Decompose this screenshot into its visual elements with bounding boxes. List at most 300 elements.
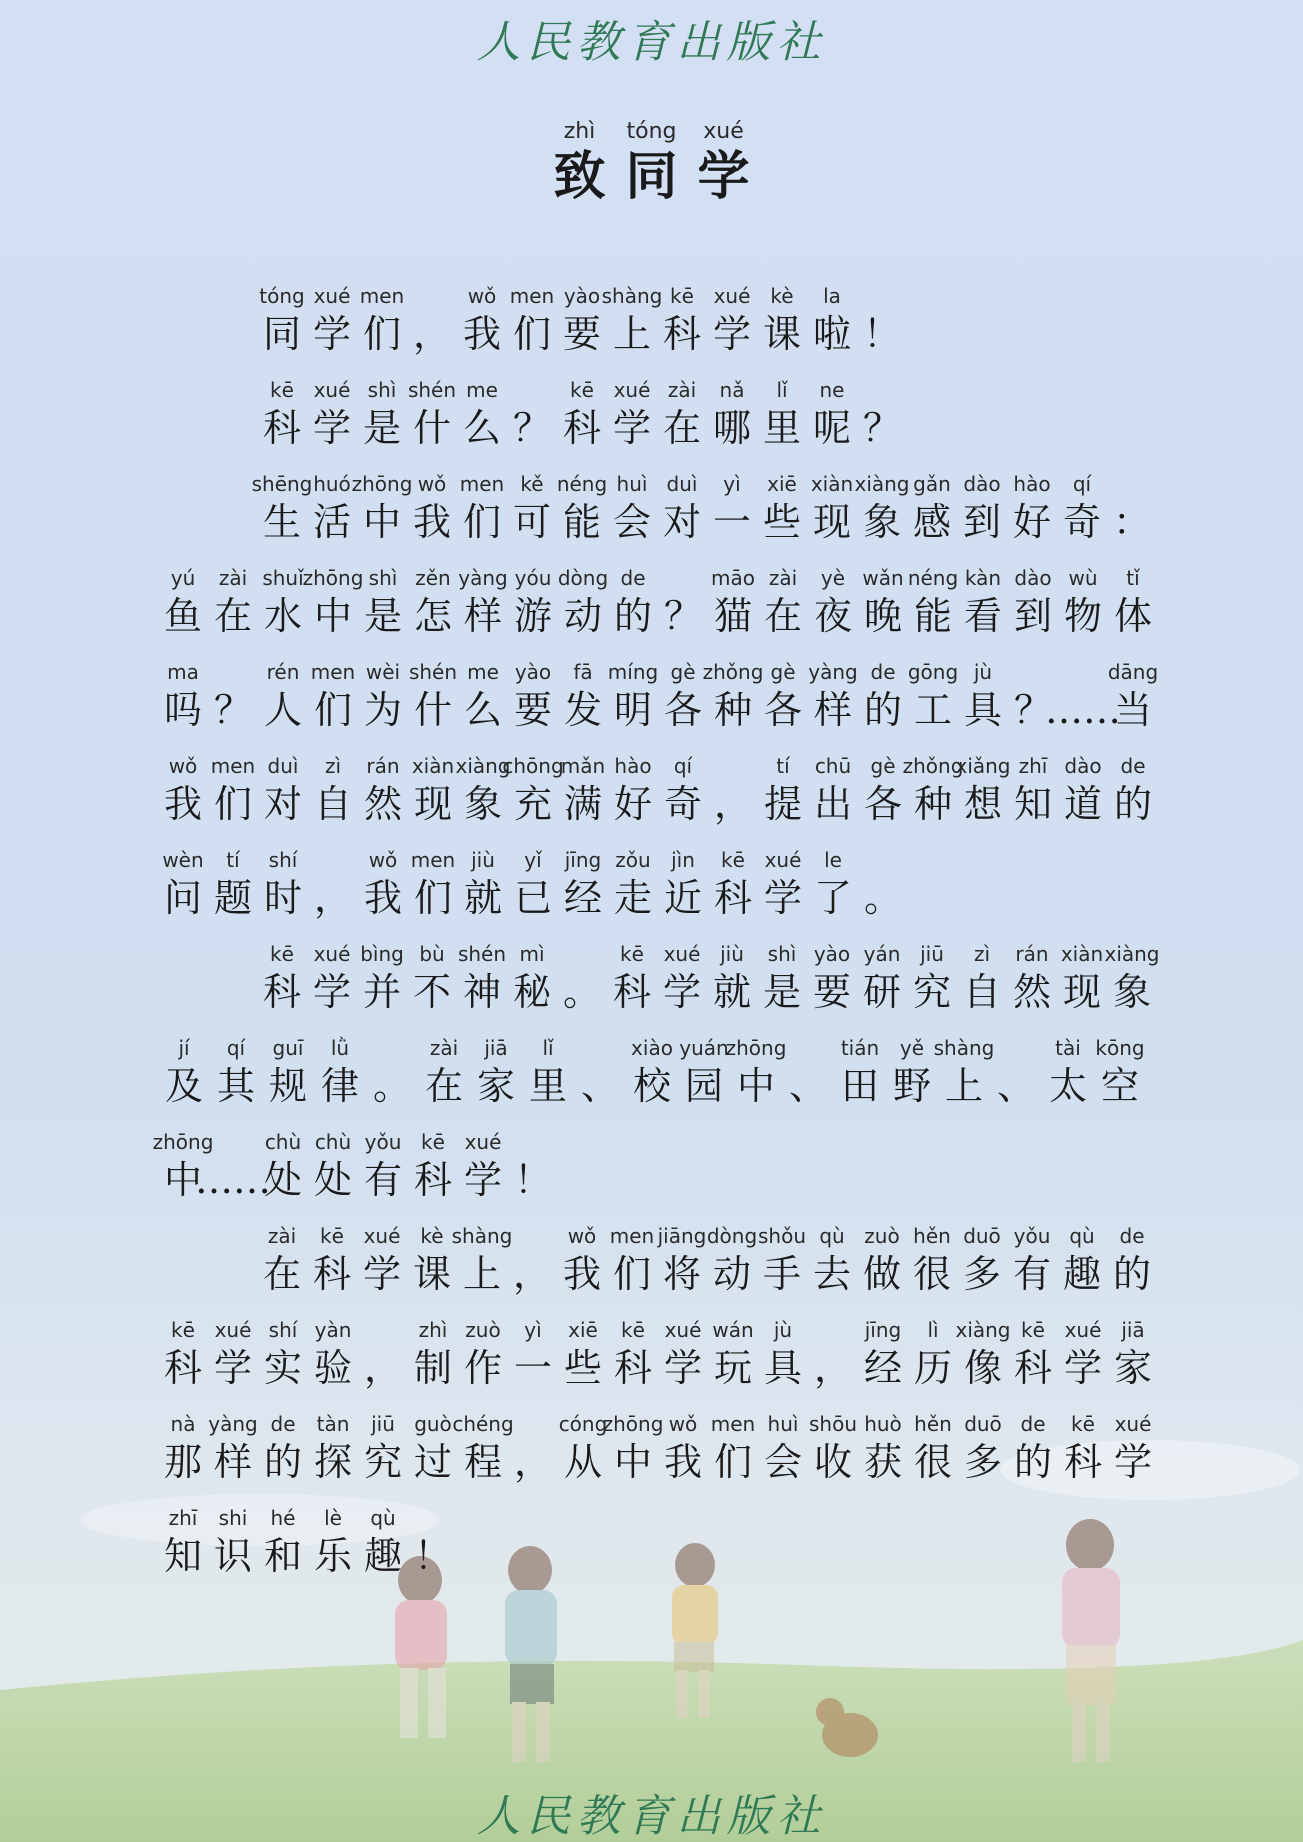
hanzi: 满 [563,782,602,826]
hanzi: 从 [563,1440,602,1484]
pinyin: zài [768,566,798,590]
pinyin: shì [368,566,398,590]
ruby-char [658,658,708,734]
ruby-char [558,658,608,734]
pinyin: zì [973,942,991,966]
hanzi: 致 [553,146,606,207]
pinyin: yàn [314,1318,352,1342]
hanzi: 一 [513,1346,552,1390]
ruby-char [358,564,408,640]
pinyin: zhī [168,1506,198,1530]
ruby-char [955,752,1011,828]
pinyin: xiàng [955,1318,1011,1342]
hanzi: 样 [463,594,502,638]
hanzi: 们 [713,1440,752,1484]
pinyin: shì [367,378,397,402]
ruby-char [502,752,564,828]
pinyin: ma [167,660,199,684]
pinyin: lè [324,1506,342,1530]
hanzi: 出 [813,782,852,826]
pinyin: dào [1064,754,1102,778]
text-line [158,658,1158,734]
hanzi: 上 [612,312,651,356]
hanzi: 科 [262,406,301,450]
hanzi: 提 [763,782,802,826]
hanzi: 们 [413,876,452,920]
ruby-char [658,564,708,640]
ruby-char [208,752,258,828]
hanzi: 近 [663,876,702,920]
hanzi: 自 [313,782,352,826]
ruby-char [358,752,408,828]
hanzi: 人 [263,688,302,732]
ruby-char [858,846,908,922]
pinyin: wèn [162,848,204,872]
hanzi: ！ [862,312,901,356]
ruby-char [314,1034,366,1110]
pinyin: kē [421,1130,445,1154]
hanzi: 体 [1113,594,1152,638]
pinyin: zhī [1018,754,1048,778]
ruby-char [208,658,258,734]
ruby-char [957,940,1007,1016]
hanzi: 会 [763,1440,802,1484]
ruby-char [758,1316,808,1392]
ruby-char [854,470,910,546]
hanzi: 们 [362,312,401,356]
ruby-char [308,658,358,734]
pinyin: xué [313,284,351,308]
ruby-char [507,376,557,452]
hanzi: 那 [163,1440,202,1484]
hanzi: 作 [463,1346,502,1390]
hanzi: 科 [1013,1346,1052,1390]
hanzi: 太 [1048,1064,1087,1108]
hanzi: 怎 [413,594,452,638]
pinyin: rén [266,660,300,684]
text-line [158,1316,1158,1392]
ruby-char [558,1316,608,1392]
pinyin: yào [563,284,601,308]
ruby-char [366,1034,418,1110]
hanzi: 经 [863,1346,902,1390]
ruby-char [408,1316,458,1392]
ruby-char [907,1222,957,1298]
pinyin: hěn [913,1224,951,1248]
hanzi: 。 [863,876,902,920]
hanzi: 的 [263,1440,302,1484]
pinyin: lì [927,1318,939,1342]
pinyin: xiǎng [955,754,1011,778]
hanzi: 学 [362,1252,401,1296]
pinyin: de [270,1412,296,1436]
hanzi: 中 [163,1158,202,1202]
ruby-char [407,282,457,358]
ruby-char [308,846,358,922]
ruby-char [857,940,907,1016]
ruby-char [557,376,607,452]
ruby-char [702,658,764,734]
hanzi: 知 [1013,782,1052,826]
pinyin: shi [218,1506,248,1530]
hanzi: 对 [263,782,302,826]
ruby-char [557,282,607,358]
ruby-char [257,1222,307,1298]
ruby-char [408,564,458,640]
ruby-char [251,470,313,546]
pinyin: xué [663,942,701,966]
pinyin: néng [556,472,608,496]
ruby-char [558,752,608,828]
hanzi: 学 [463,1158,502,1202]
pinyin: xué [613,378,651,402]
ruby-char [688,118,760,208]
text-line [158,752,1158,828]
pinyin: shàng [601,284,663,308]
pinyin: qí [226,1036,246,1060]
pinyin: kē [1071,1412,1095,1436]
pinyin: tí [776,754,790,778]
ruby-char [507,470,557,546]
pinyin: jiù [720,942,744,966]
hanzi: 收 [813,1440,852,1484]
hanzi: 一 [712,500,751,544]
ruby-char [908,564,958,640]
pinyin: zhǒng [902,754,964,778]
hanzi: 活 [312,500,351,544]
ruby-char [1007,940,1057,1016]
hanzi: 的 [1013,1440,1052,1484]
pinyin: shí [268,1318,298,1342]
pinyin: xiàn [810,472,854,496]
hanzi: 课 [762,312,801,356]
hanzi: 种 [713,688,752,732]
ruby-char [158,1316,208,1392]
hanzi: ， [313,876,352,920]
pinyin: qí [673,754,693,778]
ruby-char [1057,1222,1107,1298]
ruby-char [407,470,457,546]
pinyin: kàn [964,566,1002,590]
ruby-char [607,376,657,452]
ruby-char [757,282,807,358]
ruby-char [757,376,807,452]
pinyin: shén [408,660,458,684]
ruby-char [908,1316,958,1392]
ruby-char [808,1316,858,1392]
hanzi: 些 [563,1346,602,1390]
pinyin: zuò [864,1224,900,1248]
pinyin: xiē [568,1318,598,1342]
ruby-char [408,1128,458,1204]
pinyin: xué [363,1224,401,1248]
hanzi: 要 [562,312,601,356]
hanzi: 学 [213,1346,252,1390]
pinyin: hào [1013,472,1051,496]
pinyin: kē [1021,1318,1045,1342]
pinyin: mì [519,942,545,966]
pinyin: qù [819,1224,845,1248]
hanzi: 能 [913,594,952,638]
ruby-char [757,940,807,1016]
pinyin: xué [214,1318,252,1342]
ruby-char [262,1034,314,1110]
hanzi: 像 [963,1346,1002,1390]
hanzi: 象 [862,500,901,544]
ruby-char [657,1222,707,1298]
pinyin: dòng [706,1224,758,1248]
ruby-char [608,564,658,640]
hanzi: 究 [912,970,951,1014]
ruby-char [933,1034,995,1110]
pinyin: shì [767,942,797,966]
hanzi: ？ [512,406,551,450]
ruby-char [807,376,857,452]
pinyin: jù [973,660,993,684]
ruby-char [458,1128,508,1204]
pinyin: duō [964,1412,1002,1436]
ruby-char [358,1410,408,1486]
hanzi: 空 [1100,1064,1139,1108]
hanzi: ？ [213,688,252,732]
pinyin: zǒu [615,848,651,872]
hanzi: 学 [662,970,701,1014]
ruby-char [857,282,907,358]
ruby-char [455,752,511,828]
pinyin: shǒu [757,1224,806,1248]
pinyin: gè [670,660,696,684]
hanzi: 工 [913,688,952,732]
pinyin: shuǐ [262,566,304,590]
ruby-char [208,1316,258,1392]
ruby-char [707,940,757,1016]
hanzi: 是 [363,594,402,638]
hanzi: 在 [763,594,802,638]
ruby-char [1107,470,1157,546]
ruby-char [208,846,258,922]
hanzi: 经 [563,876,602,920]
hanzi: 我 [562,1252,601,1296]
pinyin: kē [270,378,294,402]
ruby-char [308,1410,358,1486]
ruby-char [707,376,757,452]
pinyin: chū [814,754,852,778]
ruby-char [657,940,707,1016]
pinyin: xiào [631,1036,673,1060]
ruby-char [457,940,507,1016]
ruby-char [158,1410,208,1486]
ruby-char [708,564,758,640]
hanzi: 在 [262,1252,301,1296]
pinyin: wǒ [368,848,398,872]
ruby-char [708,1316,758,1392]
hanzi: 实 [263,1346,302,1390]
hanzi: 就 [463,876,502,920]
ruby-char [758,658,808,734]
pinyin: dào [1014,566,1052,590]
pinyin: zhì [563,119,596,144]
pinyin: shàng [451,1224,513,1248]
pinyin: wǒ [467,284,497,308]
pinyin: shén [407,378,457,402]
hanzi: 、 [580,1064,619,1108]
ruby-char [857,376,907,452]
pinyin: xué [713,284,751,308]
ruby-char [957,470,1007,546]
ruby-char [507,940,557,1016]
pinyin: hào [614,754,652,778]
ruby-char [507,1222,557,1298]
pinyin: yǒu [1013,1224,1051,1248]
hanzi: 学 [1063,1346,1102,1390]
ruby-char [707,470,757,546]
pinyin: míng [607,660,659,684]
hanzi: 哪 [712,406,751,450]
pinyin: de [1020,1412,1046,1436]
ruby-char [418,1034,470,1110]
ruby-char [1108,752,1158,828]
ruby-char [307,282,357,358]
pinyin: yào [514,660,552,684]
page-title [544,118,760,208]
pinyin: kē [621,1318,645,1342]
hanzi: ， [412,312,451,356]
ruby-char [407,940,457,1016]
hanzi: 。 [562,970,601,1014]
pinyin: yàng [808,660,858,684]
pinyin: xué [313,378,351,402]
ruby-char [758,846,808,922]
pinyin: kè [770,284,794,308]
hanzi: 样 [813,688,852,732]
hanzi: 生 [262,500,301,544]
hanzi: 程 [463,1440,502,1484]
hanzi: 的 [863,688,902,732]
pinyin: gè [870,754,896,778]
pinyin: gǎn [913,472,951,496]
hanzi: 啦 [812,312,851,356]
text-line [257,1222,1157,1298]
ruby-char [958,564,1008,640]
hanzi: 已 [513,876,552,920]
hanzi: 吗 [163,688,202,732]
hanzi: 科 [1063,1440,1102,1484]
hanzi: 在 [424,1064,463,1108]
ruby-char [725,1034,787,1110]
pinyin: duì [666,472,698,496]
ruby-char [257,282,307,358]
pinyin: yú [170,566,196,590]
pinyin: jiā [1121,1318,1145,1342]
hanzi: 时 [263,876,302,920]
ruby-char [1008,752,1058,828]
pinyin: de [1119,1224,1145,1248]
ruby-char [857,1222,907,1298]
text-line [158,1410,1158,1486]
ruby-char [358,1316,408,1392]
pinyin: qí [1072,472,1092,496]
ruby-char [626,1034,678,1110]
hanzi: 然 [1012,970,1051,1014]
hanzi: ， [363,1346,402,1390]
hanzi: 手 [762,1252,801,1296]
hanzi: 有 [363,1158,402,1202]
ruby-char [782,1034,834,1110]
ruby-char [408,1504,458,1580]
ruby-char [608,846,658,922]
pinyin: wù [1068,566,1098,590]
text-line [158,846,908,922]
ruby-char [470,1034,522,1110]
hanzi: 里 [762,406,801,450]
ruby-char [258,752,308,828]
pinyin: huì [616,472,648,496]
hanzi: 中 [362,500,401,544]
pinyin: jiā [484,1036,508,1060]
ruby-char [1104,940,1160,1016]
ruby-char [408,846,458,922]
hanzi: …… [195,1158,271,1202]
hanzi: 的 [1113,782,1152,826]
pinyin: duō [963,1224,1001,1248]
pinyin: huì [767,1412,799,1436]
pinyin: men [359,284,405,308]
ruby-char [308,1128,358,1204]
pinyin: men [459,472,505,496]
ruby-char [808,1410,858,1486]
hanzi: 象 [1112,970,1151,1014]
hanzi: 学 [1113,1440,1152,1484]
pinyin: yǒu [364,1130,402,1154]
ruby-char [608,658,658,734]
pinyin: zài [667,378,697,402]
pinyin: yuán [679,1036,729,1060]
pinyin: de [620,566,646,590]
hanzi: 科 [713,876,752,920]
hanzi: 课 [412,1252,451,1296]
ruby-char [558,846,608,922]
ruby-char [1107,1222,1157,1298]
ruby-char [1042,1034,1094,1110]
hanzi: ， [713,782,752,826]
ruby-char [758,564,808,640]
ruby-char [1008,1410,1058,1486]
pinyin: me [467,660,499,684]
publisher-logo-top: 人民教育出版社 [476,17,827,68]
hanzi: 游 [513,594,552,638]
ruby-char [508,1316,558,1392]
hanzi: 科 [163,1346,202,1390]
pinyin: xiàn [411,754,455,778]
ruby-char [351,470,413,546]
pinyin: men [210,754,256,778]
hanzi: 有 [1012,1252,1051,1296]
pinyin: duì [267,754,299,778]
ruby-char [1008,564,1058,640]
pinyin: ne [819,378,845,402]
ruby-char [757,1222,807,1298]
pinyin: kōng [1095,1036,1145,1060]
ruby-char [158,1034,210,1110]
ruby-char [308,752,358,828]
hanzi: 水 [263,594,302,638]
hanzi: 学 [312,406,351,450]
ruby-char [357,940,407,1016]
ruby-char [307,470,357,546]
hanzi: 奇 [663,782,702,826]
hanzi: 样 [213,1440,252,1484]
ruby-char [258,1128,308,1204]
